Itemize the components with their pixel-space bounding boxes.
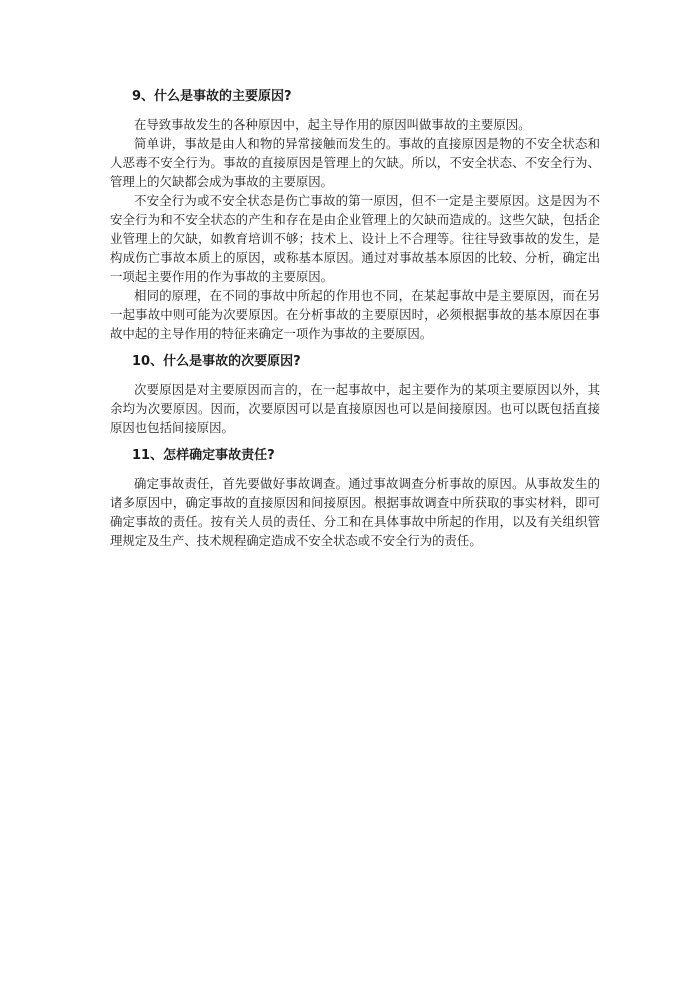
section-heading: 9、什么是事故的主要原因?	[132, 89, 292, 104]
document-body	[110, 88, 600, 560]
paragraph: 确定事故责任，首先要做好事故调查。通过事故调查分析事故的原因。从事故发生的诸多原因中，确定事故的直接原因和间接原因。根据事故调查中所获取的事实材料，即可确定事故的责任。按有关人员的责任、分工和在具体事故中所起的作用，以及有关组织管理规定及生产、技术规程确定造成不安全状态或不安全行为的责任。	[110, 476, 600, 548]
paragraph: 相同的原理，在不同的事故中所起的作用也不同，在某起事故中是主要原因，而在另一起事故中则可能为次要原因。在分析事故的主要原因时，必须根据事故的基本原因在事故中起的主导作用的特征来确定一项作为事故的主要原因。	[110, 288, 600, 341]
paragraph: 次要原因是对主要原因而言的，在一起事故中，起主要作为的某项主要原因以外，其余均为次要原因。因而，次要原因可以是直接原因也可以是间接原因。也可以既包括直接原因也包括间接原因。	[110, 382, 600, 435]
paragraph: 简单讲，事故是由人和物的异常接触而发生的。事故的直接原因是物的不安全状态和人恶毒不安全行为。事故的直接原因是管理上的欠缺。所以，不安全状态、不安全行为、管理上的欠缺都会成为事故的主要原因。	[110, 136, 600, 189]
paragraph: 在导致事故发生的各种原因中，起主导作用的原因叫做事故的主要原因。	[134, 117, 531, 132]
section-responsibility	[110, 447, 600, 550]
section-main-cause	[110, 88, 600, 343]
paragraph: 不安全行为或不安全状态是伤亡事故的第一原因，但不一定是主要原因。这是因为不安全行为和不安全状态的产生和存在是由企业管理上的欠缺而造成的。这些欠缺，包括企业管理上的欠缺，如教育培训不够；技术上、设计上不合理等。往往导致事故的发生，是构成伤亡事故本质上的原因，或称基本原因。通过对事故基本原因的比较、分析，确定出一项起主要作用的作为事故的主要原因。	[110, 193, 600, 284]
section-heading: 11、怎样确定事故责任?	[132, 448, 275, 463]
section-heading: 10、什么是事故的次要原因?	[132, 354, 301, 369]
section-secondary-cause	[110, 353, 600, 437]
